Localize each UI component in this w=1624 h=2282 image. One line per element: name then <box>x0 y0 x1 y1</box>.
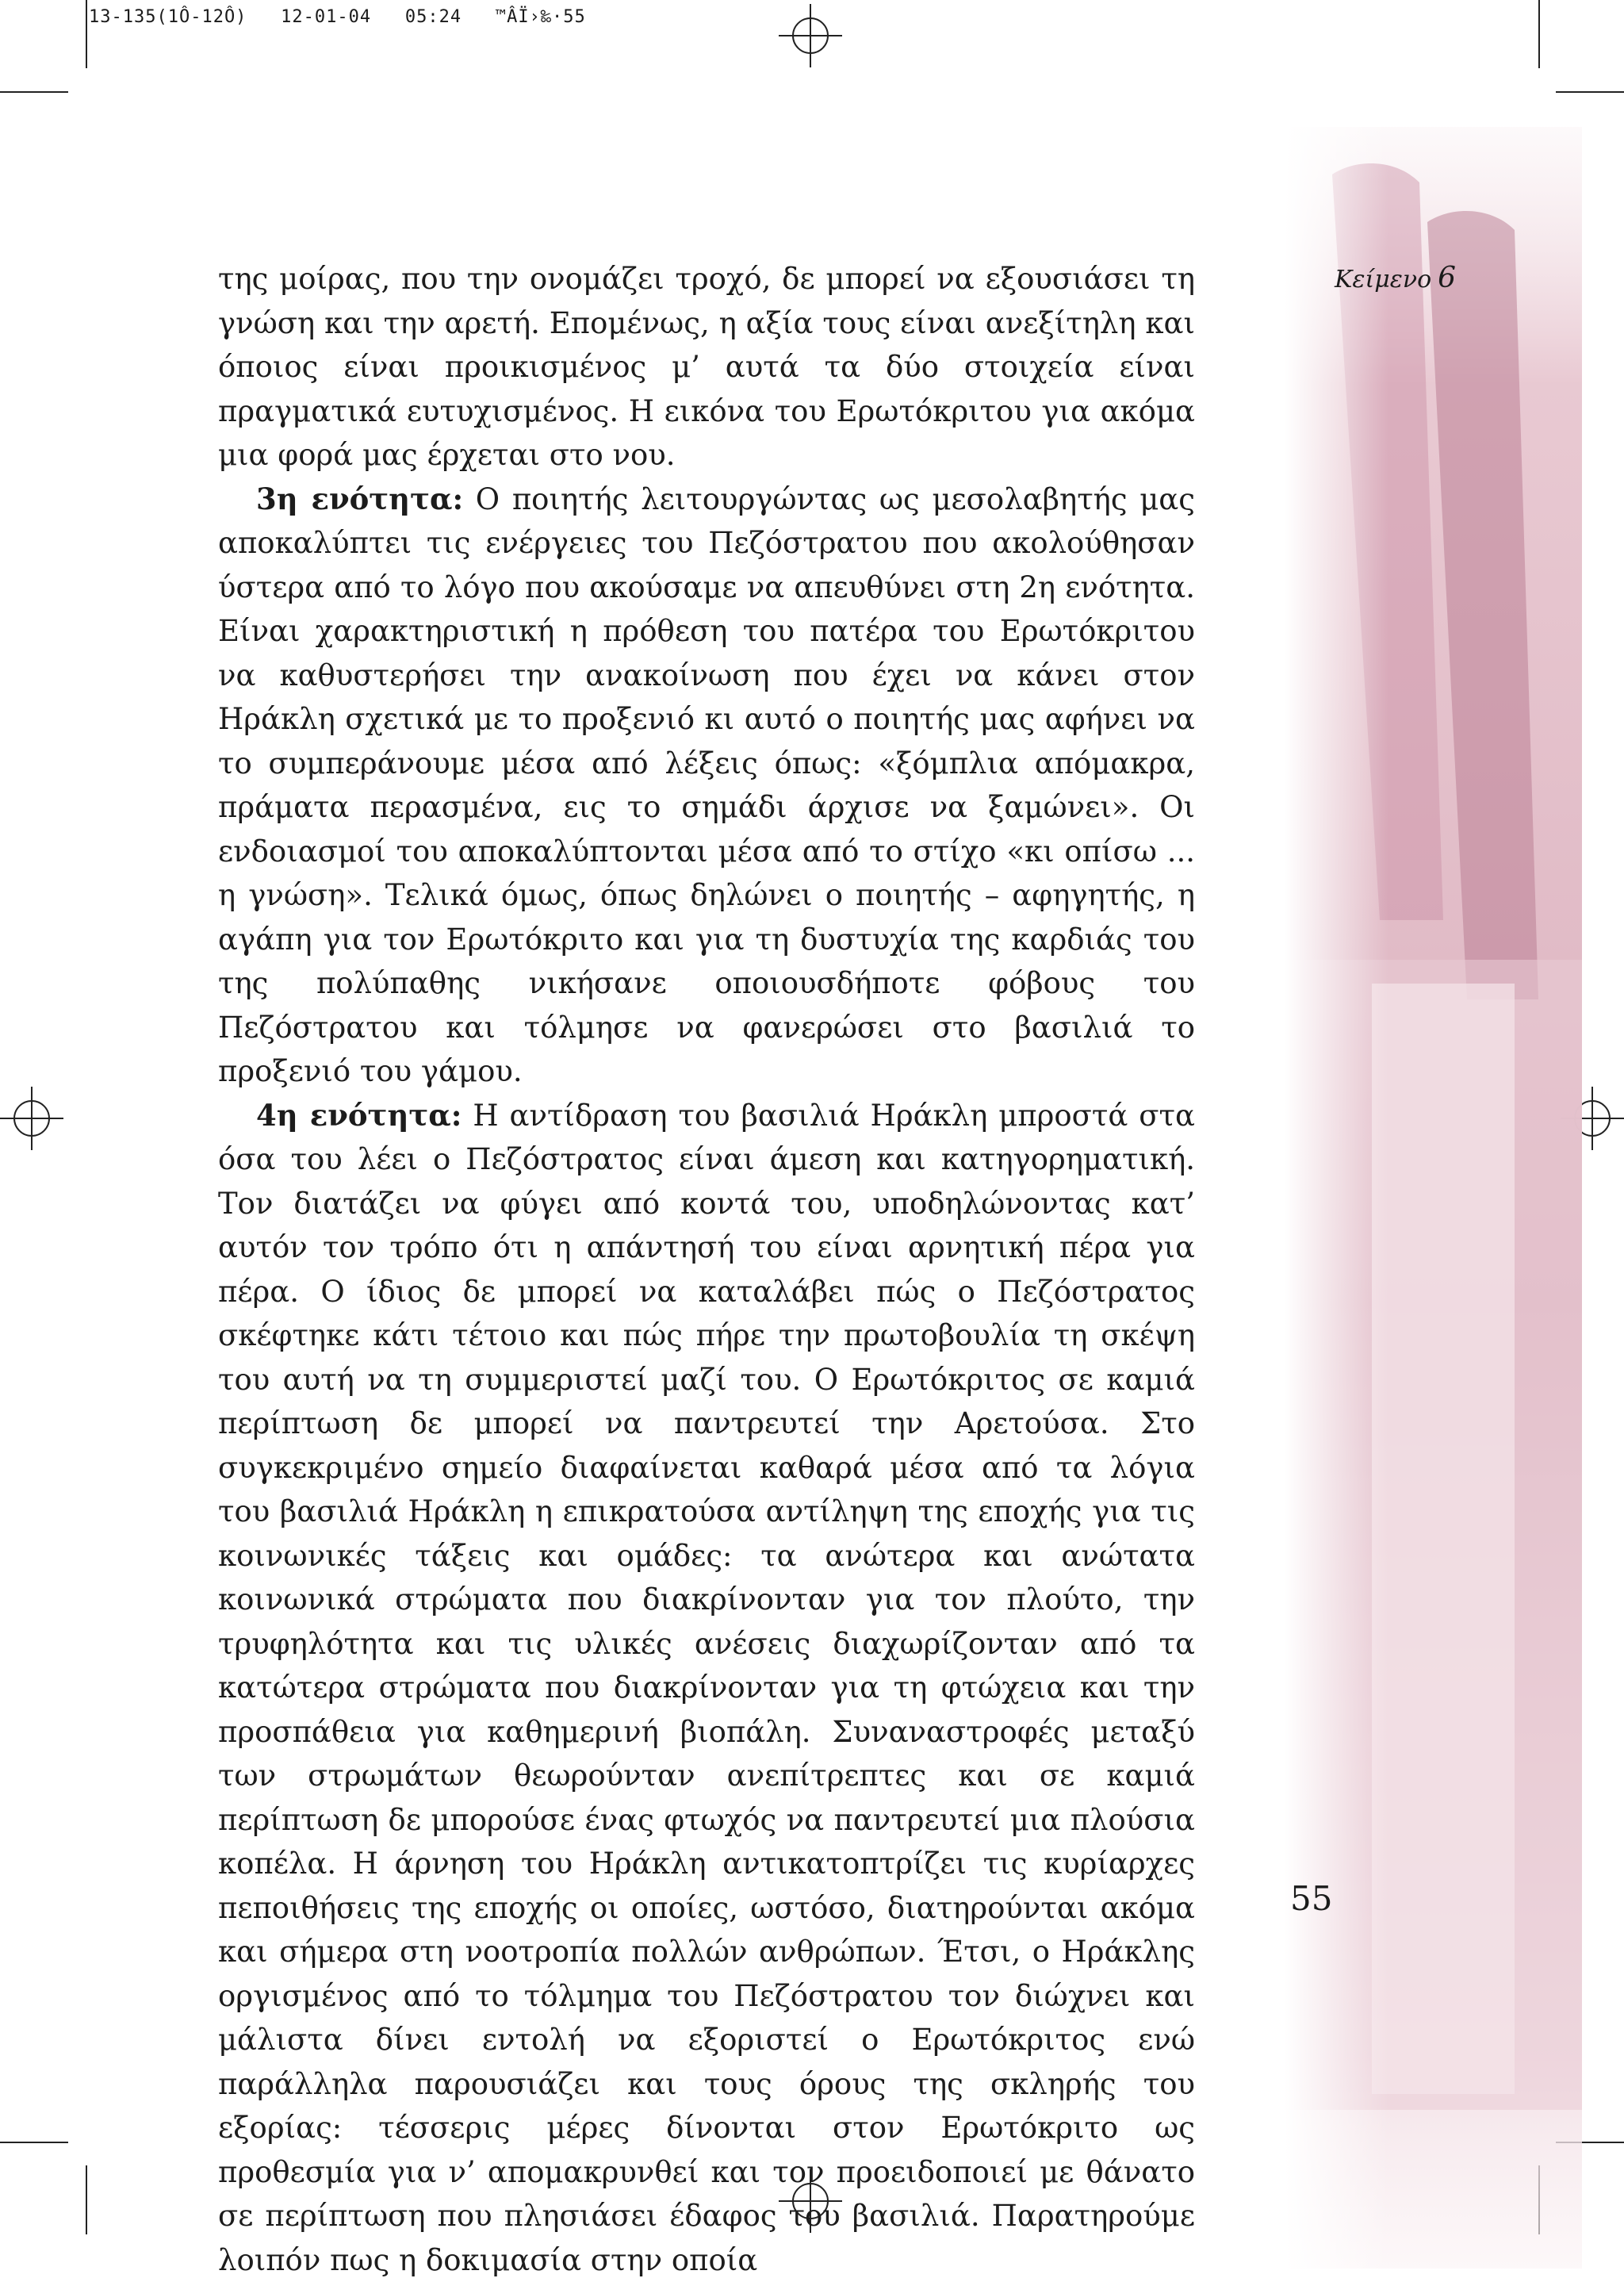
paragraph-text: της μοίρας, που την ονομάζει τροχό, δε μπορεί να εξουσιάσει τη γνώση και την αρετή. Επομένως, η αξία τους είναι ανεξίτηλη και όποιος είναι προικισμένος μ’ αυτά τα δύο στοιχεία είναι πραγματικά ευτυχισμένος. Η εικόνα του Ερωτόκριτου για ακόμα μια φορά μας έρχεται στο νου. <box>218 262 1195 472</box>
paragraph <box>218 257 1195 477</box>
chapter-label-text: Κείμενο <box>1335 266 1431 293</box>
chapter-number: 6 <box>1438 262 1456 294</box>
crop-mark <box>0 2142 68 2143</box>
paragraph <box>218 1094 1195 2282</box>
section-heading: 3η ενότητα: <box>256 481 463 516</box>
print-slug-line: 13-135(1Ô-12Ô) 12-01-04 05:24 ™ÂÏ›‰·55 <box>89 7 586 27</box>
crop-mark <box>86 0 87 68</box>
crop-mark <box>1556 91 1624 93</box>
page-number: 55 <box>1290 1879 1332 1918</box>
crop-mark <box>1538 0 1540 68</box>
registration-mark-icon <box>0 1087 63 1150</box>
chapter-label <box>1335 262 1456 294</box>
crop-mark <box>0 91 68 93</box>
paragraph-text: Ο ποιητής λειτουργώντας ως μεσολαβητής μας αποκαλύπτει τις ενέργειες του Πεζόστρατου που ακολούθησαν ύστερα από το λόγο που ακούσαμε να απευθύνει στη 2η ενότητα. Είναι χαρακτηριστική η πρόθεση του πατέρα του Ερωτόκριτου να καθυστερήσει την ανακοίνωση που έχει να κάνει στον Ηράκλη σχετικά με το προξενιό κι αυτό ο ποιητής μας αφήνει να το συμπεράνουμε μέσα από λέξεις όπως: «ξόμπλια απόμακρα, πράματα περασμένα, εις το σημάδι άρχισε να ξαμώνει». Οι ενδοιασμοί του αποκαλύπτονται μέσα από το στίχο «κι οπίσω ... η γνώση». Τελικά όμως, όπως δηλώνει ο ποιητής – αφηγητής, η αγάπη για τον Ερωτόκριτο και για τη δυστυχία της καρδιάς του της πολύπαθης νικήσανε οποιουσδήποτε φόβους του Πεζόστρατου και τόλμησε να φανερώσει στο βασιλιά το προξενιό του γάμου. <box>218 482 1195 1089</box>
book-illustration <box>1285 127 1582 2269</box>
paragraph <box>218 477 1195 1094</box>
crop-mark <box>86 2165 87 2234</box>
body-text <box>218 257 1195 2282</box>
registration-mark-icon <box>779 4 842 67</box>
section-heading: 4η ενότητα: <box>256 1098 462 1133</box>
paragraph-text: Η αντίδραση του βασιλιά Ηράκλη μπροστά στα όσα του λέει ο Πεζόστρατος είναι άμεση και κατηγορηματική. Τον διατάζει να φύγει από κοντά του, υποδηλώνοντας κατ’ αυτόν τον τρόπο ότι η απάντησή του είναι αρνητική πέρα για πέρα. Ο ίδιος δε μπορεί να καταλάβει πώς ο Πεζόστρατος σκέφτηκε κάτι τέτοιο και πώς πήρε την πρωτοβουλία τη σκέψη του αυτή να τη συμμεριστεί μαζί του. Ο Ερωτόκριτος σε καμιά περίπτωση δε μπορεί να παντρευτεί την Αρετούσα. Στο συγκεκριμένο σημείο διαφαίνεται καθαρά μέσα από τα λόγια του βασιλιά Ηράκλη η επικρατούσα αντίληψη της εποχής για τις κοινωνικές τάξεις και ομάδες: τα ανώτερα και ανώτατα κοινωνικά στρώματα που διακρίνονταν για τον πλούτο, την τρυφηλότητα και τις υλικές ανέσεις διαχωρίζονταν από τα κατώτερα στρώματα που διακρίνονταν για τη φτώχεια και την προσπάθεια για καθημερινή βιοπάλη. Συναναστροφές μεταξύ των στρωμάτων θεωρούνταν ανεπίτρεπτες και σε καμιά περίπτωση δε μπορούσε ένας φτωχός να παντρευτεί μια πλούσια κοπέλα. Η άρνηση του Ηράκλη αντικατοπτρίζει τις κυρίαρχες πεποιθήσεις της εποχής οι οποίες, ωστόσο, διατηρούνται ακόμα και σήμερα στη νοοτροπία πολλών ανθρώπων. Έτσι, ο Ηράκλης οργισμένος από το τόλμημα του Πεζόστρατου τον διώχνει και μάλιστα δίνει εντολή να εξοριστεί ο Ερωτόκριτος ενώ παράλληλα παρουσιάζει και τους όρους της σκληρής του εξορίας: τέσσερις μέρες δίνονται στον Ερωτόκριτο ως προθεσμία για ν’ απομακρυνθεί και τον προειδοποιεί με θάνατο σε περίπτωση που πλησιάσει έδαφος του βασιλιά. Παρατηρούμε λοιπόν πως η δοκιμασία στην οποία <box>218 1099 1195 2277</box>
